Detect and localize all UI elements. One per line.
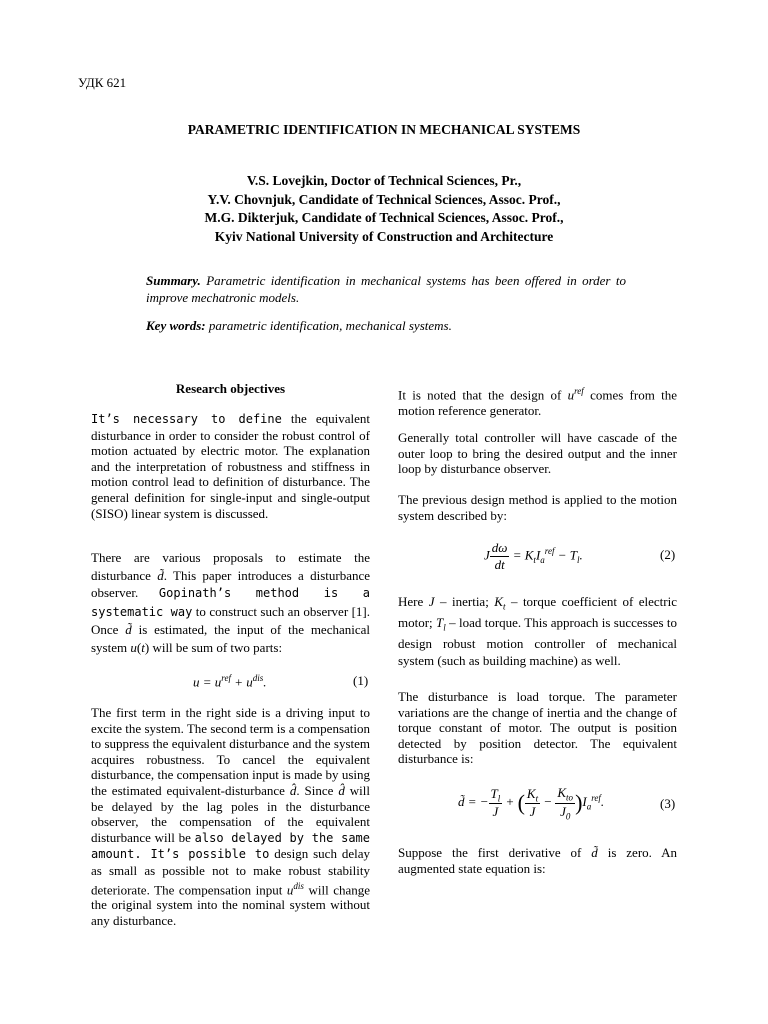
p3-text: will be delayed by the lag poles in the disturbance observer, the compensation of the equivalent disturbance will be <box>91 782 370 845</box>
p3-text: will change the original system into the nominal system without any disturbance. <box>91 881 371 929</box>
affiliation-line: Kyiv National University of Construction and Architecture <box>214 228 554 244</box>
right-paragraph-3: The previous design method is applied to the motion system described by: <box>398 492 677 523</box>
p2-text: . This paper introduces a disturbance observer. <box>91 567 371 600</box>
p2-text: There are various proposals to estimate the disturbance <box>91 550 370 583</box>
p2-text: will be sum of two parts: <box>152 639 283 655</box>
keywords-label: Key words: <box>146 318 206 333</box>
keywords-text: parametric identification, mechanical systems. <box>208 318 452 333</box>
rp4-text: – torque coefficient of electric motor; <box>398 594 678 631</box>
right-paragraph-4: Here J – inertia; $K_t$ – torque coefficient of electric motor; $T_l$ – load torque. This approach is successes to design robust motion controller of mechanical system (such as building machine) as well. <box>398 594 678 668</box>
p2-text: to construct such an observer [1]. Once <box>91 603 370 637</box>
equation-3-number: (3) <box>660 796 676 811</box>
udk-code: УДК 621 <box>78 75 127 90</box>
section-heading: Research objectives <box>175 381 286 396</box>
rp4-text: – inertia; <box>440 594 489 609</box>
summary-label: Summary. <box>146 273 201 288</box>
p3-mono: also delayed by the same amount. It’s possible to <box>91 830 371 862</box>
left-paragraph-1 <box>91 411 370 521</box>
p1-lead: It’s necessary to define <box>91 412 282 426</box>
p3-text: . Since <box>296 782 334 798</box>
author-line: V.S. Lovejkin, Doctor of Technical Sciences, Pr., <box>246 173 522 188</box>
equation-2: J $\frac{d\omega}{dt}$ = $K_tI_a^{ref} - T_l$. <box>484 540 583 572</box>
paper-title: PARAMETRIC IDENTIFICATION IN MECHANICAL SYSTEMS <box>187 122 581 137</box>
right-paragraph-5: The disturbance is load torque. The parameter variations are the change of inertia and the change of torque constant of motor. The output is position detected by position detector. The equivalent disturbance is: <box>398 689 677 767</box>
p2-mono: Gopinath’s method is a systematic way <box>91 586 370 619</box>
rp6-text: Suppose the first derivative of <box>398 845 582 860</box>
summary-text: Parametric identification in mechanical systems has been offered in order to improve mechatronic models. <box>146 273 627 305</box>
rp6-text: is zero. An augmented state equation is: <box>398 845 677 876</box>
author-line: Y.V. Chovnjuk, Candidate of Technical Sciences, Assoc. Prof., <box>207 191 561 207</box>
left-paragraph-3: The first term in the right side is a driving input to excite the system. The second term is a compensation to suppress the equivalent disturbance and the system acquires robustness. To cancel the equivalent disturbance, the compensation input is made by using the estimated equivalent-disturbance d̂. Since d̂ will be delayed by the lag poles in the disturbance observer, the compensation of the equivalent disturbance will be also delayed by the same amount. It’s possible to design such delay as small as possible not to make robust stability deteriorate. The compensation input $u^{dis}$ will change the original system into the nominal system without any disturbance. <box>91 705 371 929</box>
keywords <box>146 318 626 334</box>
p3-text: The first term in the right side is a driving input to excite the system. The second term is a compensation to suppress the equivalent disturbance and the system acquires robustness. To cancel the equivalent disturbance, the compensation input is made by using the estimated equivalent-disturbance <box>91 705 370 798</box>
left-paragraph-2: There are various proposals to estimate the disturbance d̃. This paper introduces a disturbance observer. Gopinath’s method is a systematic way to construct such an observer [1]. Once d̃ is estimated, the input of the mechanical system u(t) will be sum of two parts: <box>91 550 371 655</box>
right-paragraph-6: Suppose the first derivative of d̃ is zero. An augmented state equation is: <box>398 845 677 876</box>
equation-2-number: (2) <box>660 547 676 562</box>
right-paragraph-1: It is noted that the design of $u^{ref}$ comes from the motion reference generator. <box>398 386 677 418</box>
equation-1-number: (1) <box>353 673 369 688</box>
equation-3: d̃ = − $\frac{T_l}{J}$ + ( $\frac{K_t}{J}$ − $\frac{K_{to}}{J_0}$ )$I_a^{ref}$. <box>458 785 605 822</box>
author-block <box>0 172 768 246</box>
p1-rest: the equivalent disturbance in order to consider the robust control of motion actuated by electric motor. The explanation and the interpretation of robustness and stiffness in motion control lead to definition of disturbance. The general definition for single-input and single-output (SISO) linear system is discussed. <box>91 411 371 521</box>
rp4-text: successes to design robust motion controller of mechanical system (such as building machine) as well. <box>398 615 678 668</box>
right-paragraph-2: Generally total controller will have cascade of the outer loop to bring the desired output and the inner loop by disturbance observer. <box>398 430 677 477</box>
equation-1: $u = u^{ref} + u^{dis}$. <box>193 673 267 690</box>
rp1-text: comes from the motion reference generator. <box>398 387 677 418</box>
rp1-text: It is noted that the design of <box>398 387 562 403</box>
author-line: M.G. Dikterjuk, Candidate of Technical Sciences, Assoc. Prof., <box>204 210 564 225</box>
p2-text: is estimated, the input of the mechanical system <box>91 622 371 655</box>
rp4-text: – load torque. This approach is <box>449 615 611 631</box>
rp4-text: Here <box>398 594 424 609</box>
summary <box>146 272 626 306</box>
p3-text: design such delay as small as possible not to make robust stability deteriorate. The compensation input <box>91 846 370 897</box>
